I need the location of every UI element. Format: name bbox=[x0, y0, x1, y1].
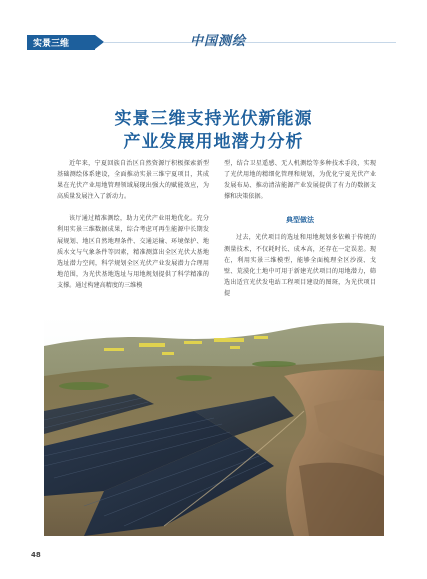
left-paragraph-2: 该厅通过精准测绘，助力光伏产业用地优化。充分利用实景三维数据成果，综合考虑可再生能源中长期发展规划、地区自然地理条件、交通运输、环境保护、地质水文与气象条件等因素，精准测算出全区光伏大基地选址潜力空间，科学规划全区光伏产业发展潜力合理用地范围，为光伏基地选址与用地规划提供了科学精准的支撑。通过构建高精度的三维模 bbox=[57, 215, 209, 289]
terrain-illustration bbox=[44, 316, 384, 536]
header-rule bbox=[104, 42, 396, 43]
section-subheading: 典型做法 bbox=[286, 216, 314, 225]
right-paragraph-2: 过去，光伏项目的选址和用地规划多依赖于传统的测量技术，不仅耗时长、成本高，还存在一定误差。现在，利用实景三维模型，能够全面梳理全区沙漠、戈壁、荒漠化土地中可用于新建光伏项目的用地潜力，筛选出适宜光伏发电站工程项目建设的图斑，为光伏项目提 bbox=[224, 234, 376, 297]
masthead-logo: 中国测绘 bbox=[190, 34, 247, 49]
article-title-line-1: 实景三维支持光伏新能源 bbox=[114, 109, 313, 129]
solar-farm-aerial-photo bbox=[44, 316, 384, 536]
section-tab bbox=[27, 35, 95, 50]
left-column bbox=[57, 158, 209, 291]
article-title-line-2: 产业发展用地潜力分析 bbox=[123, 132, 304, 152]
right-column bbox=[224, 158, 376, 299]
page-number: 48 bbox=[31, 551, 41, 559]
right-paragraph-1: 型，结合卫星遥感、无人机测绘等多种技术手段，实现了光伏用地的精细化管理和规划，为优化宁夏光伏产业发展布局、推动清洁能源产业发展提供了有力的数据支撑和决策依据。 bbox=[224, 160, 376, 201]
left-paragraph-1: 近年来，宁夏回族自治区自然资源厅积极探索新型基础测绘体系建设，全面推动实景三维宁夏项目，其成果在光伏产业用地管理领域展现出强大的赋能效应，为高质量发展注入了新动力。 bbox=[57, 160, 209, 201]
section-tab-label: 实景三维 bbox=[33, 39, 70, 49]
